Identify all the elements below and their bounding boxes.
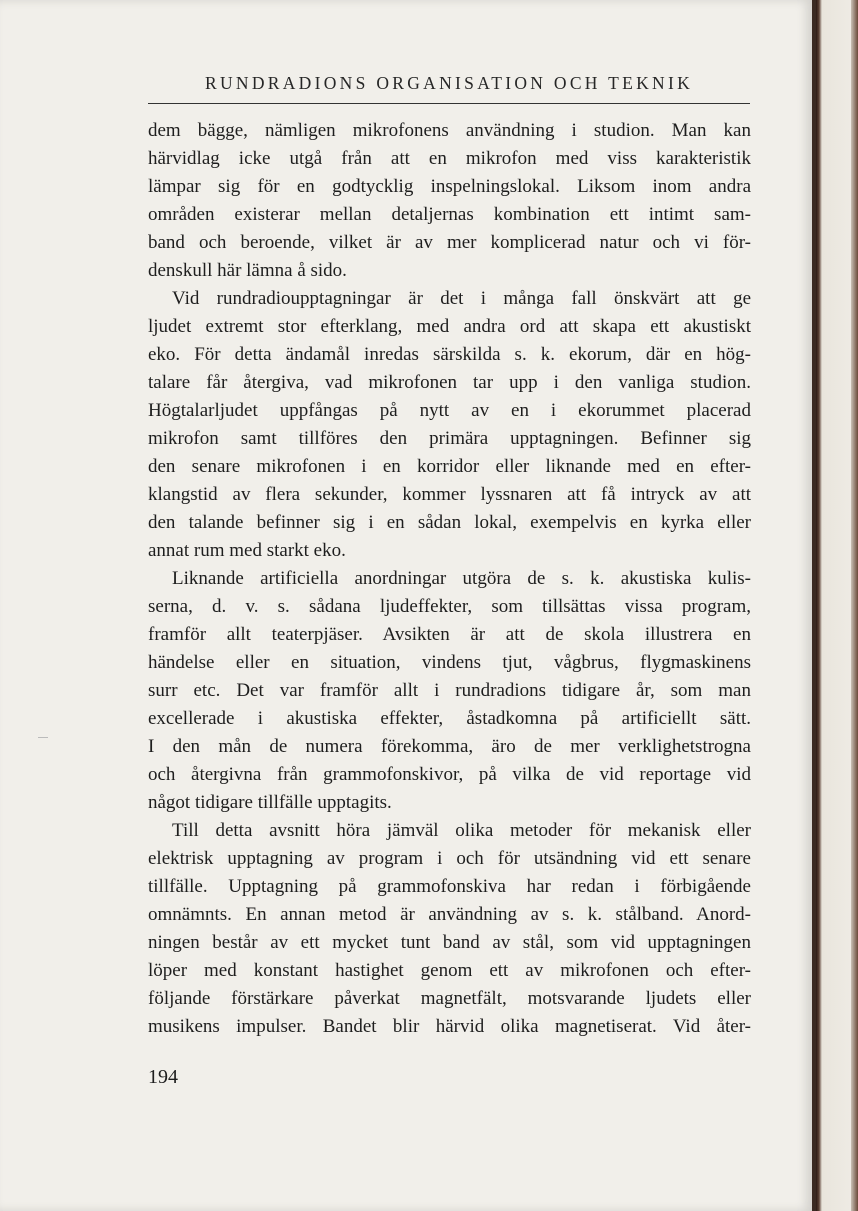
text-line: dem bägge, nämligen mikrofonens användning i studion. Man kan [148,120,751,141]
text-line: Till detta avsnitt höra jämväl olika metoder för mekanisk eller [172,820,751,841]
text-line: områden existerar mellan detaljernas kombination ett intimt sam- [148,204,751,225]
text-line: I den mån de numera förekomma, äro de mer verklighetstrogna [148,736,751,757]
book-edge [851,0,858,1211]
page-number: 194 [148,1066,178,1088]
text-line: Vid rundradioupptagningar är det i många fall önskvärt att ge [172,288,751,309]
text-line: eko. För detta ändamål inredas särskilda s. k. ekorum, där en hög- [148,344,751,365]
header-rule [148,103,750,104]
text-line: musikens impulser. Bandet blir härvid olika magnetiserat. Vid åter- [148,1016,751,1037]
text-line: härvidlag icke utgå från att en mikrofon med viss karakteristik [148,148,751,169]
text-line: band och beroende, vilket är av mer komplicerad natur och vi för- [148,232,751,253]
margin-mark [38,737,48,738]
text-line: Högtalarljudet uppfångas på nytt av en i ekorummet placerad [148,400,751,421]
text-line: excellerade i akustiska effekter, åstadkomna på artificiellt sätt. [148,708,751,729]
text-line: Liknande artificiella anordningar utgöra de s. k. akustiska kulis- [172,568,751,589]
text-line: elektrisk upptagning av program i och för utsändning vid ett senare [148,848,751,869]
text-line: den senare mikrofonen i en korridor eller liknande med en efter- [148,456,751,477]
text-line: omnämnts. En annan metod är användning av s. k. stålband. Anord- [148,904,751,925]
text-line: mikrofon samt tillföres den primära upptagningen. Befinner sig [148,428,751,449]
text-line: ningen består av ett mycket tunt band av stål, som vid upptagningen [148,932,751,953]
text-line: surr etc. Det var framför allt i rundradions tidigare år, som man [148,680,751,701]
text-line: talare får återgiva, vad mikrofonen tar upp i den vanliga studion. [148,372,751,393]
text-line: något tidigare tillfälle upptagits. [148,792,392,813]
text-line: denskull här lämna å sido. [148,260,347,281]
text-line: klangstid av flera sekunder, kommer lyssnaren att få intryck av att [148,484,751,505]
text-line: löper med konstant hastighet genom ett av mikrofonen och efter- [148,960,751,981]
text-line: lämpar sig för en godtycklig inspelningslokal. Liksom inom andra [148,176,751,197]
text-line: framför allt teaterpjäser. Avsikten är att de skola illustrera en [148,624,751,645]
text-line: följande förstärkare påverkat magnetfält, motsvarande ljudets eller [148,988,751,1009]
text-line: serna, d. v. s. sådana ljudeffekter, som tillsättas vissa program, [148,596,751,617]
body-text [148,117,751,1041]
text-line: den talande befinner sig i en sådan lokal, exempelvis en kyrka eller [148,512,751,533]
text-line: händelse eller en situation, vindens tjut, vågbrus, flygmaskinens [148,652,751,673]
text-line: annat rum med starkt eko. [148,540,346,561]
text-line: ljudet extremt stor efterklang, med andra ord att skapa ett akustiskt [148,316,751,337]
running-head: RUNDRADIONS ORGANISATION OCH TEKNIK [204,73,694,93]
text-line: och återgivna från grammofonskivor, på vilka de vid reportage vid [148,764,751,785]
text-line: tillfälle. Upptagning på grammofonskiva har redan i förbigående [148,876,751,897]
